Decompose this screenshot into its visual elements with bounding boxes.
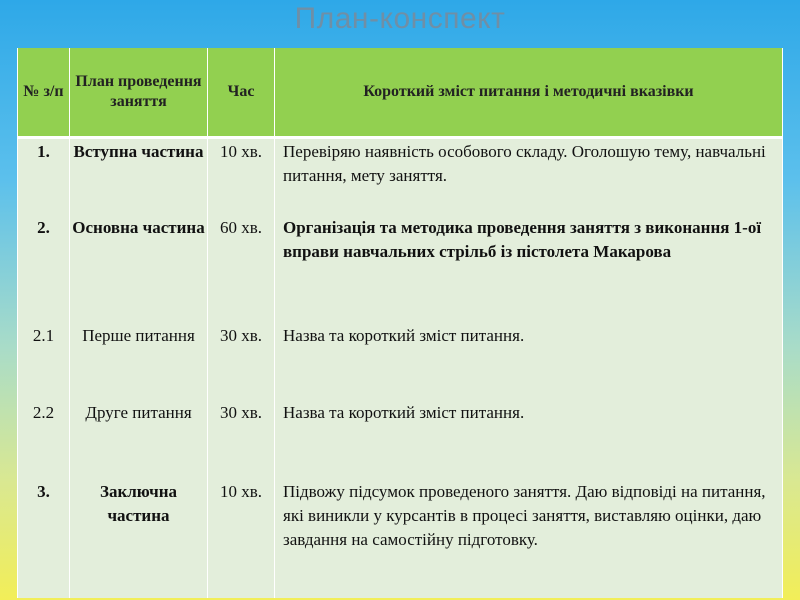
row-content: Перевіряю наявність особового складу. Оголошую тему, навчальні питання, мету заняття.	[283, 142, 766, 185]
row-time: 10 хв.	[219, 482, 263, 501]
row-time: 30 хв.	[219, 326, 263, 345]
row-num: 2.	[37, 218, 50, 237]
slide-title: План-конспект	[294, 2, 506, 35]
table-header-row	[18, 48, 783, 138]
row-plan: Основна частина	[72, 218, 205, 237]
plan-column	[70, 138, 208, 599]
header-time: Час	[208, 48, 275, 138]
row-num: 2.1	[32, 326, 55, 345]
row-content: Назва та короткий зміст питання.	[283, 403, 525, 422]
header-num: № з/п	[18, 48, 70, 138]
row-plan: Вступна частина	[73, 142, 204, 161]
header-plan: План проведення заняття	[70, 48, 208, 138]
row-num: 1.	[37, 142, 50, 161]
time-column	[208, 138, 275, 599]
header-content: Короткий зміст питання і методичні вказівки	[275, 48, 783, 138]
row-plan: Друге питання	[85, 403, 192, 422]
row-num: 2.2	[32, 403, 55, 422]
row-content: Назва та короткий зміст питання.	[283, 326, 525, 345]
content-column	[275, 138, 783, 599]
row-plan: Заключна частина	[99, 482, 178, 525]
table-body-row	[18, 138, 783, 599]
row-plan: Перше питання	[82, 326, 195, 345]
row-time: 60 хв.	[219, 218, 263, 237]
row-content: Підвожу підсумок проведеного заняття. Даю відповіді на питання, які виникли у курсантів в процесі заняття, виставляю оцінки, даю завдання на самостійну підготовку.	[283, 482, 766, 549]
num-column	[18, 138, 70, 599]
row-time: 30 хв.	[219, 403, 263, 422]
row-time: 10 хв.	[219, 142, 263, 161]
row-content: Організація та методика проведення заняття з виконання 1-ої вправи навчальних стрільб із пістолета Макарова	[283, 218, 762, 261]
lesson-plan-table	[17, 48, 783, 598]
row-num: 3.	[37, 482, 50, 501]
